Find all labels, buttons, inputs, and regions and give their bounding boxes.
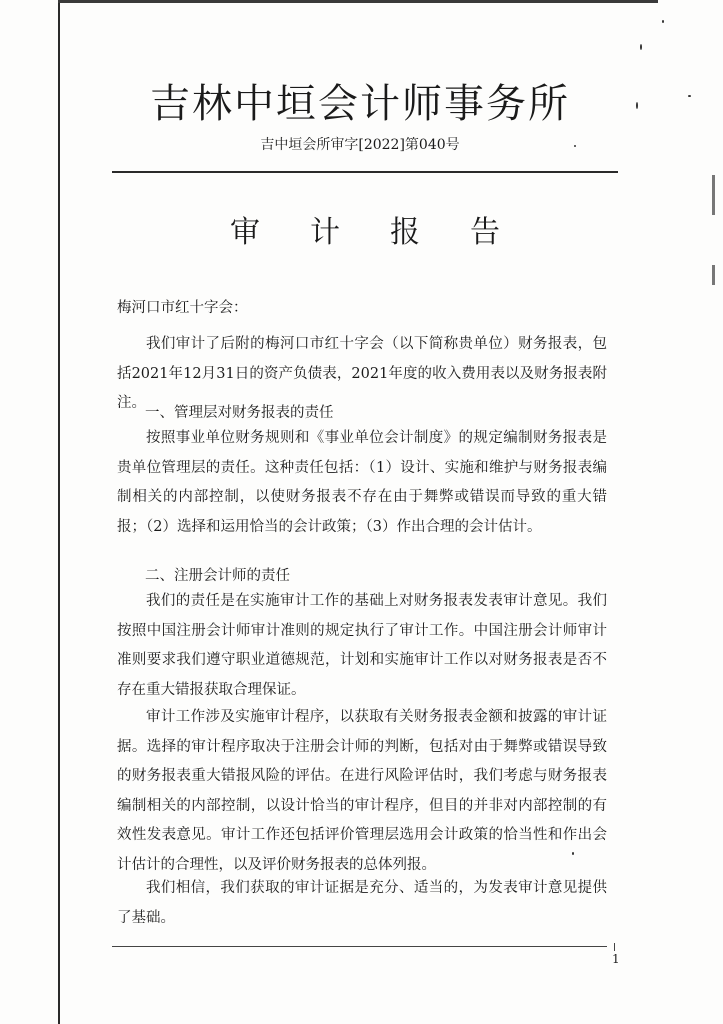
- intro-paragraph: 我们审计了后附的梅河口市红十字会（以下简称贵单位）财务报表，包括2021年12月31日的资产负债表，2021年度的收入费用表以及财务报表附注。: [117, 336, 607, 411]
- footer-divider: [112, 946, 607, 947]
- header-divider: [112, 171, 618, 173]
- section-heading-management: 一、管理层对财务报表的责任: [145, 405, 334, 421]
- scan-speck: [640, 44, 642, 50]
- page-number-tick: [614, 943, 615, 951]
- firm-name: 吉林中垣会计师事务所: [150, 81, 570, 127]
- report-title: [112, 207, 618, 251]
- title-char: 报: [390, 215, 420, 250]
- scan-speck: [572, 852, 574, 855]
- document-number: 吉中垣会所审字[2022]第040号: [260, 137, 460, 153]
- scan-margin-mark: [712, 265, 715, 285]
- scan-margin-mark: [712, 175, 715, 215]
- section-heading-auditor: 二、注册会计师的责任: [145, 568, 290, 584]
- scan-speck: [636, 102, 638, 109]
- scan-speck: [688, 95, 691, 97]
- audit-evidence-paragraph: 我们相信，我们获取的审计证据是充分、适当的，为发表审计意见提供了基础。: [117, 880, 607, 926]
- scan-speck: [574, 145, 576, 147]
- auditor-responsibility-paragraph: 我们的责任是在实施审计工作的基础上对财务报表发表审计意见。我们按照中国注册会计师审计准则的规定执行了审计工作。中国注册会计师审计准则要求我们遵守职业道德规范，计划和实施审计工作以对财务报表是否不存在重大错报获取合理保证。: [117, 593, 607, 698]
- salutation: 梅河口市红十字会：: [117, 300, 248, 316]
- title-char: 审: [230, 215, 260, 250]
- scan-top-edge: [58, 0, 658, 3]
- management-responsibility-paragraph: 按照事业单位财务规则和《事业单位会计制度》的规定编制财务报表是贵单位管理层的责任。这种责任包括：（1）设计、实施和维护与财务报表编制相关的内部控制，以使财务报表不存在由于舞弊或错误而导致的重大错报；（2）选择和运用恰当的会计政策；（3）作出合理的会计估计。: [117, 430, 607, 535]
- scan-left-edge: [58, 0, 60, 1024]
- title-char: 计: [310, 215, 340, 250]
- title-char: 告: [470, 215, 500, 250]
- scan-speck: [662, 20, 664, 23]
- page-number: 1: [612, 952, 620, 966]
- audit-procedures-paragraph: 审计工作涉及实施审计程序，以获取有关财务报表金额和披露的审计证据。选择的审计程序取决于注册会计师的判断，包括对由于舞弊或错误导致的财务报表重大错报风险的评估。在进行风险评估时，我们考虑与财务报表编制相关的内部控制，以设计恰当的审计程序，但目的并非对内部控制的有效性发表意见。审计工作还包括评价管理层选用会计政策的恰当性和作出会计估计的合理性，以及评价财务报表的总体列报。: [117, 709, 607, 873]
